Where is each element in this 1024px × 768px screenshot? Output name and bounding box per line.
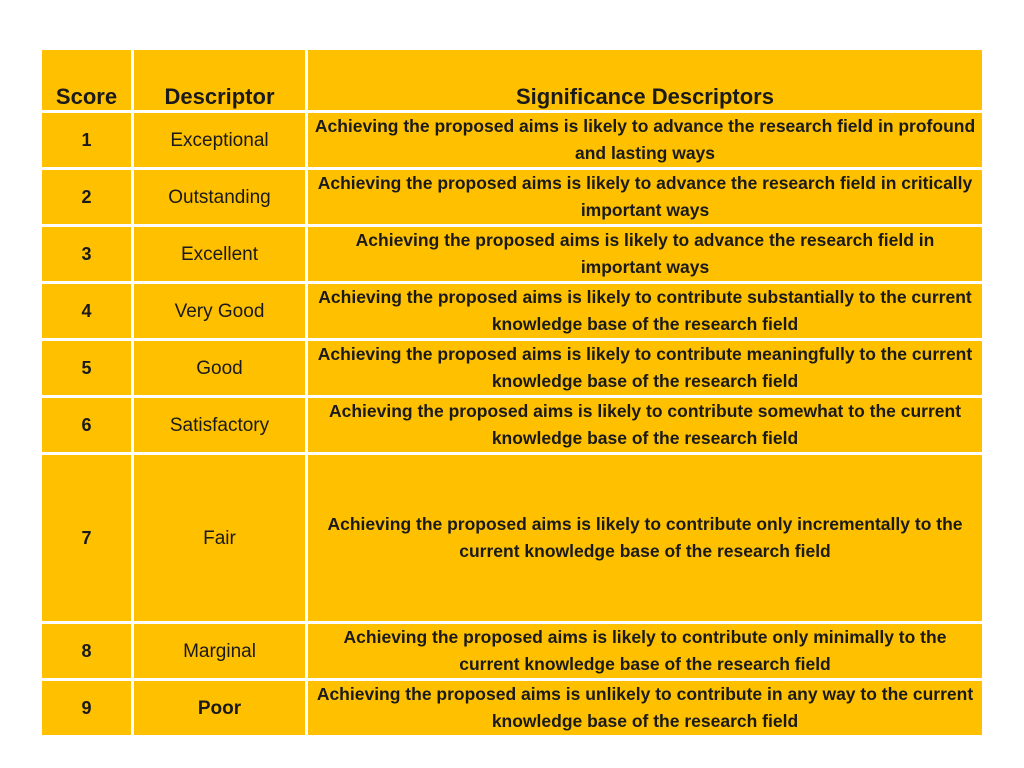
table-row [42, 227, 982, 284]
descriptor-cell: Outstanding [134, 170, 308, 227]
header-descriptor: Descriptor [134, 50, 308, 113]
significance-cell: Achieving the proposed aims is likely to contribute somewhat to the current knowledge base of the research field [308, 398, 982, 455]
significance-cell: Achieving the proposed aims is likely to contribute only incrementally to the current knowledge base of the research field [308, 455, 982, 624]
table-row [42, 284, 982, 341]
descriptor-cell: Fair [134, 455, 308, 624]
significance-cell: Achieving the proposed aims is unlikely to contribute in any way to the current knowledge base of the research field [308, 681, 982, 735]
score-cell: 8 [42, 624, 134, 681]
score-cell: 6 [42, 398, 134, 455]
significance-cell: Achieving the proposed aims is likely to advance the research field in important ways [308, 227, 982, 284]
table-row [42, 341, 982, 398]
score-cell: 4 [42, 284, 134, 341]
table-header-row [42, 50, 982, 113]
score-cell: 9 [42, 681, 134, 735]
table-row [42, 113, 982, 170]
score-cell: 2 [42, 170, 134, 227]
score-cell: 7 [42, 455, 134, 624]
descriptor-cell: Very Good [134, 284, 308, 341]
significance-cell: Achieving the proposed aims is likely to contribute meaningfully to the current knowledge base of the research field [308, 341, 982, 398]
descriptor-cell: Excellent [134, 227, 308, 284]
table-row [42, 398, 982, 455]
score-cell: 3 [42, 227, 134, 284]
table-row [42, 624, 982, 681]
significance-cell: Achieving the proposed aims is likely to contribute only minimally to the current knowledge base of the research field [308, 624, 982, 681]
significance-cell: Achieving the proposed aims is likely to advance the research field in profound and lasting ways [308, 113, 982, 170]
table-row [42, 455, 982, 624]
significance-descriptors-table [42, 50, 982, 735]
descriptor-cell: Satisfactory [134, 398, 308, 455]
header-significance: Significance Descriptors [308, 50, 982, 113]
table-row [42, 681, 982, 735]
significance-cell: Achieving the proposed aims is likely to advance the research field in critically important ways [308, 170, 982, 227]
descriptor-cell: Exceptional [134, 113, 308, 170]
header-score: Score [42, 50, 134, 113]
score-cell: 1 [42, 113, 134, 170]
score-cell: 5 [42, 341, 134, 398]
descriptor-cell: Marginal [134, 624, 308, 681]
descriptor-cell: Good [134, 341, 308, 398]
descriptor-cell: Poor [134, 681, 308, 735]
table-row [42, 170, 982, 227]
significance-cell: Achieving the proposed aims is likely to contribute substantially to the current knowledge base of the research field [308, 284, 982, 341]
